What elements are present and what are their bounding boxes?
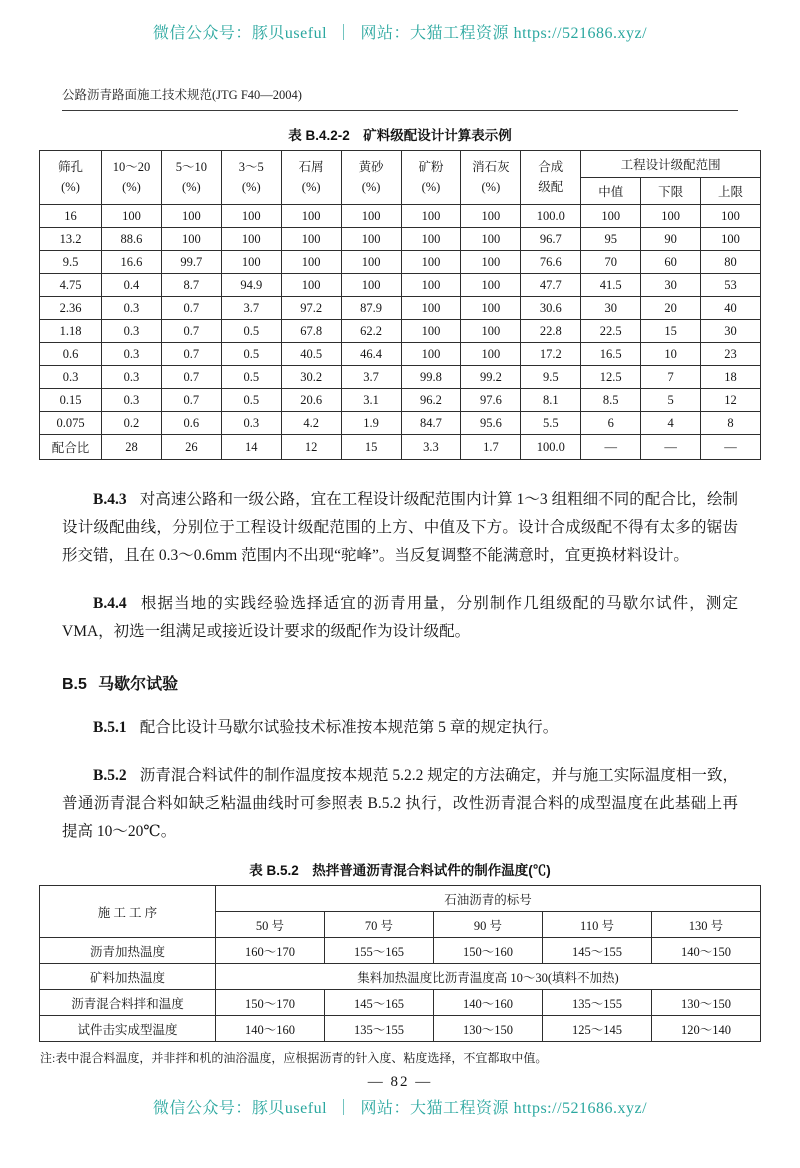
table-cell: 84.7 bbox=[401, 412, 461, 435]
table-cell: 15 bbox=[341, 435, 401, 460]
table-cell: 100 bbox=[341, 205, 401, 228]
column-header-design-range: 工程设计级配范围 bbox=[581, 151, 761, 178]
table-cell: 13.2 bbox=[40, 228, 102, 251]
column-header-mineral-powder bbox=[401, 151, 461, 205]
table-cell: 30 bbox=[701, 320, 761, 343]
column-header-label: 3～5 bbox=[238, 160, 264, 175]
table-cell: 配合比 bbox=[40, 435, 102, 460]
table-cell: 0.3 bbox=[102, 389, 162, 412]
table-cell: 0.3 bbox=[102, 366, 162, 389]
clause-text: 根据当地的实践经验选择适宜的沥青用量，分别制作几组级配的马歇尔试件，测定 VMA，初选一组满足或接近设计要求的级配作为设计级配。 bbox=[62, 594, 738, 640]
table-cell: 1.18 bbox=[40, 320, 102, 343]
table-cell: 0.7 bbox=[161, 366, 221, 389]
table-cell: 88.6 bbox=[102, 228, 162, 251]
clause-number: B.4.3 bbox=[93, 491, 127, 508]
column-header-3-5 bbox=[221, 151, 281, 205]
table-cell: 130～150 bbox=[652, 990, 761, 1016]
table-cell: 95.6 bbox=[461, 412, 521, 435]
table-cell: 28 bbox=[102, 435, 162, 460]
table-cell: 100 bbox=[281, 205, 341, 228]
table-cell: 0.7 bbox=[161, 320, 221, 343]
table-row bbox=[40, 412, 761, 435]
table-cell: 试件击实成型温度 bbox=[40, 1016, 216, 1042]
table-cell: 26 bbox=[161, 435, 221, 460]
table-cell: 1.9 bbox=[341, 412, 401, 435]
table-cell: 15 bbox=[641, 320, 701, 343]
column-header-grade-70: 70 号 bbox=[325, 912, 434, 938]
table-cell: 130～150 bbox=[434, 1016, 543, 1042]
column-header-label: 5～10 bbox=[175, 160, 207, 175]
column-header-bitumen-grade-group: 石油沥青的标号 bbox=[216, 886, 761, 912]
table-cell: 0.4 bbox=[102, 274, 162, 297]
table-cell: 100 bbox=[641, 205, 701, 228]
table-cell: 1.7 bbox=[461, 435, 521, 460]
table-cell: 135～155 bbox=[325, 1016, 434, 1042]
section-heading-b5 bbox=[62, 671, 738, 694]
table-cell: — bbox=[641, 435, 701, 460]
table-cell: 96.2 bbox=[401, 389, 461, 412]
column-header-unit: (%) bbox=[181, 179, 201, 194]
table-cell: 125～145 bbox=[543, 1016, 652, 1042]
table-cell: 9.5 bbox=[521, 366, 581, 389]
table-cell: 4.75 bbox=[40, 274, 102, 297]
table-cell: 100 bbox=[341, 251, 401, 274]
table-row bbox=[40, 938, 761, 964]
table-cell: 0.5 bbox=[221, 389, 281, 412]
table-cell: 100 bbox=[281, 251, 341, 274]
table-cell: 沥青混合料拌和温度 bbox=[40, 990, 216, 1016]
table-cell: 100 bbox=[221, 251, 281, 274]
table-cell: 100 bbox=[281, 228, 341, 251]
watermark-site: 网站：大猫工程资源 bbox=[360, 25, 510, 42]
table-cell: 145～155 bbox=[543, 938, 652, 964]
table-cell: 100 bbox=[461, 274, 521, 297]
table-cell: 0.075 bbox=[40, 412, 102, 435]
table-cell: 0.15 bbox=[40, 389, 102, 412]
table-row bbox=[40, 228, 761, 251]
table-cell: 60 bbox=[641, 251, 701, 274]
table-cell: 96.7 bbox=[521, 228, 581, 251]
table-cell: 100 bbox=[461, 297, 521, 320]
table-cell: 100 bbox=[221, 205, 281, 228]
column-header-sieve bbox=[40, 151, 102, 205]
section-title: 马歇尔试验 bbox=[98, 676, 179, 694]
table-cell: 145～165 bbox=[325, 990, 434, 1016]
table1-caption: 表 B.4.2-2 矿料级配设计计算表示例 bbox=[288, 128, 512, 143]
table-cell: 14 bbox=[221, 435, 281, 460]
table-cell: 47.7 bbox=[521, 274, 581, 297]
table-cell: 8.7 bbox=[161, 274, 221, 297]
column-header-lower-limit: 下限 bbox=[641, 178, 701, 205]
table-cell: 41.5 bbox=[581, 274, 641, 297]
watermark-top bbox=[0, 0, 800, 43]
table-cell: 30.2 bbox=[281, 366, 341, 389]
column-header-10-20 bbox=[102, 151, 162, 205]
table-cell: 62.2 bbox=[341, 320, 401, 343]
table-cell: 0.7 bbox=[161, 297, 221, 320]
table-cell: 12.5 bbox=[581, 366, 641, 389]
table-cell: — bbox=[701, 435, 761, 460]
running-head: 公路沥青路面施工技术规范(JTG F40—2004) bbox=[62, 85, 738, 111]
table-cell: 100 bbox=[281, 274, 341, 297]
table1-body bbox=[40, 205, 761, 460]
table-cell: 0.3 bbox=[102, 320, 162, 343]
table-row bbox=[40, 1016, 761, 1042]
table-cell: 9.5 bbox=[40, 251, 102, 274]
table-cell: 3.1 bbox=[341, 389, 401, 412]
table-cell: 0.7 bbox=[161, 389, 221, 412]
table-cell: 100 bbox=[461, 205, 521, 228]
table-cell: 4 bbox=[641, 412, 701, 435]
table-cell: 30 bbox=[581, 297, 641, 320]
table-cell: 0.5 bbox=[221, 343, 281, 366]
column-header-unit: (%) bbox=[421, 179, 441, 194]
table-cell: 46.4 bbox=[341, 343, 401, 366]
table-cell: 100 bbox=[581, 205, 641, 228]
watermark-account: 微信公众号：豚贝useful bbox=[152, 25, 328, 42]
table-cell: 8.1 bbox=[521, 389, 581, 412]
table-cell: 120～140 bbox=[652, 1016, 761, 1042]
table-cell: 3.7 bbox=[221, 297, 281, 320]
table-cell: 100 bbox=[221, 228, 281, 251]
table2-body bbox=[40, 938, 761, 1042]
table-cell: 100 bbox=[161, 205, 221, 228]
clause-text: 配合比设计马歇尔试验技术标准按本规范第 5 章的规定执行。 bbox=[139, 719, 559, 737]
table-cell: 53 bbox=[701, 274, 761, 297]
table-cell: 16.5 bbox=[581, 343, 641, 366]
table-cell: 95 bbox=[581, 228, 641, 251]
table-cell: 40 bbox=[701, 297, 761, 320]
table-cell: 23 bbox=[701, 343, 761, 366]
table-cell: 8 bbox=[701, 412, 761, 435]
table-cell: 100 bbox=[401, 251, 461, 274]
table-cell: 100 bbox=[341, 228, 401, 251]
table-cell: 2.36 bbox=[40, 297, 102, 320]
table-cell: 100 bbox=[461, 343, 521, 366]
watermark-separator: ｜ bbox=[335, 1100, 353, 1118]
column-header-unit: (%) bbox=[61, 179, 80, 194]
clause-number: B.4.4 bbox=[93, 594, 127, 612]
column-header-5-10 bbox=[161, 151, 221, 205]
table-cell: 80 bbox=[701, 251, 761, 274]
table-row bbox=[40, 990, 761, 1016]
table-row bbox=[40, 274, 761, 297]
column-header-unit: (%) bbox=[301, 179, 321, 194]
clause-text: 沥青混合料试件的制作温度按本规范 5.2.2 规定的方法确定，并与施工实际温度相一致，普通沥青混合料如缺乏粘温曲线时可参照表 B.5.2 执行，改性沥青混合料的成型温度在此基础上再提高 10～20℃。 bbox=[62, 767, 738, 841]
column-header-grade-50: 50 号 bbox=[216, 912, 325, 938]
table-row bbox=[40, 343, 761, 366]
table-cell: 矿料加热温度 bbox=[40, 964, 216, 990]
table-cell: 0.3 bbox=[102, 343, 162, 366]
table-cell: 5.5 bbox=[521, 412, 581, 435]
table-cell: 0.3 bbox=[102, 297, 162, 320]
column-header-label: 筛孔 bbox=[57, 160, 83, 175]
table-row bbox=[40, 389, 761, 412]
column-header-median: 中值 bbox=[581, 178, 641, 205]
table-cell: 100 bbox=[401, 320, 461, 343]
table-cell: 0.6 bbox=[40, 343, 102, 366]
table-cell: 0.2 bbox=[102, 412, 162, 435]
table-cell: 12 bbox=[701, 389, 761, 412]
watermark-link[interactable]: https://521686.xyz/ bbox=[513, 1100, 648, 1118]
table-cell: 150～170 bbox=[216, 990, 325, 1016]
watermark-link[interactable]: https://521686.xyz/ bbox=[513, 25, 648, 42]
table-cell: 100.0 bbox=[521, 205, 581, 228]
table-cell: 6 bbox=[581, 412, 641, 435]
paragraph-b44 bbox=[62, 590, 738, 646]
table-cell: 18 bbox=[701, 366, 761, 389]
table-cell: 155～165 bbox=[325, 938, 434, 964]
column-header-label: 合成 bbox=[538, 160, 564, 175]
table2-caption: 表 B.5.2 热拌普通沥青混合料试件的制作温度(℃) bbox=[249, 863, 551, 879]
table-cell: 160～170 bbox=[216, 938, 325, 964]
table-row bbox=[40, 366, 761, 389]
table-cell: 5 bbox=[641, 389, 701, 412]
table-cell: 150～160 bbox=[434, 938, 543, 964]
table-cell: — bbox=[581, 435, 641, 460]
table-cell: 100 bbox=[701, 228, 761, 251]
paragraph-b52 bbox=[62, 762, 738, 846]
table-cell: 16 bbox=[40, 205, 102, 228]
column-header-unit: 级配 bbox=[538, 179, 564, 194]
table-cell: 140～160 bbox=[434, 990, 543, 1016]
table-cell: 20 bbox=[641, 297, 701, 320]
column-header-label: 石屑 bbox=[298, 160, 324, 175]
table-cell: 16.6 bbox=[102, 251, 162, 274]
table-cell: 76.6 bbox=[521, 251, 581, 274]
watermark-site: 网站：大猫工程资源 bbox=[360, 1100, 510, 1118]
mixing-temperature-table bbox=[39, 885, 761, 1042]
table-cell: 0.3 bbox=[221, 412, 281, 435]
table-cell: 100 bbox=[461, 251, 521, 274]
column-header-unit: (%) bbox=[481, 179, 501, 194]
table-cell: 97.6 bbox=[461, 389, 521, 412]
table-cell: 0.5 bbox=[221, 320, 281, 343]
table-cell: 100 bbox=[401, 297, 461, 320]
table-cell: 0.6 bbox=[161, 412, 221, 435]
table-cell: 100 bbox=[161, 228, 221, 251]
column-header-unit: (%) bbox=[361, 179, 381, 194]
table-cell: 100 bbox=[401, 205, 461, 228]
table-row bbox=[40, 251, 761, 274]
column-header-grade-90: 90 号 bbox=[434, 912, 543, 938]
column-header-unit: (%) bbox=[241, 179, 261, 194]
table-cell: 7 bbox=[641, 366, 701, 389]
table-row bbox=[40, 205, 761, 228]
table-cell: 20.6 bbox=[281, 389, 341, 412]
table-cell: 4.2 bbox=[281, 412, 341, 435]
column-header-label: 消石灰 bbox=[472, 160, 510, 175]
table-cell: 8.5 bbox=[581, 389, 641, 412]
table-cell: 99.2 bbox=[461, 366, 521, 389]
table-cell: 100 bbox=[401, 343, 461, 366]
clause-number: B.5.2 bbox=[93, 767, 127, 785]
paragraph-b51 bbox=[62, 714, 738, 742]
table-cell: 17.2 bbox=[521, 343, 581, 366]
table-cell: 97.2 bbox=[281, 297, 341, 320]
page-number: — 82 — bbox=[367, 1074, 433, 1091]
gradation-design-table bbox=[39, 150, 761, 460]
table-cell: 87.9 bbox=[341, 297, 401, 320]
table-cell: 140～160 bbox=[216, 1016, 325, 1042]
table-cell: 0.7 bbox=[161, 343, 221, 366]
table2-header bbox=[40, 886, 761, 938]
column-header-unit: (%) bbox=[122, 179, 141, 194]
column-header-stone-chips bbox=[281, 151, 341, 205]
table-row bbox=[40, 435, 761, 460]
table-cell: 100 bbox=[461, 228, 521, 251]
watermark-account: 微信公众号：豚贝useful bbox=[152, 1100, 328, 1118]
column-header-hydrated-lime bbox=[461, 151, 521, 205]
table-cell: 135～155 bbox=[543, 990, 652, 1016]
table-cell: 100 bbox=[401, 228, 461, 251]
column-header-label: 10～20 bbox=[112, 160, 151, 175]
table-header-row bbox=[40, 151, 761, 178]
table-header-row bbox=[40, 886, 761, 912]
table-cell: 12 bbox=[281, 435, 341, 460]
table-cell: 30 bbox=[641, 274, 701, 297]
table-cell: 100.0 bbox=[521, 435, 581, 460]
table-cell: 100 bbox=[341, 274, 401, 297]
table-cell: 0.5 bbox=[221, 366, 281, 389]
column-header-yellow-sand bbox=[341, 151, 401, 205]
column-header-procedure: 施 工 工 序 bbox=[40, 886, 216, 938]
table2-note: 注:表中混合料温度，并非拌和机的油浴温度，应根据沥青的针入度、粘度选择，不宜都取中值。 bbox=[40, 1051, 548, 1066]
column-header-upper-limit: 上限 bbox=[701, 178, 761, 205]
clause-text: 对高速公路和一级公路，宜在工程设计级配范围内计算 1～3 组粗细不同的配合比，绘制设计级配曲线，分别位于工程设计级配范围的上方、中值及下方。设计合成级配不得有太多的锯齿形交错，且在 0.3～0.6mm 范围内不出现“驼峰”。当反复调整不能满意时，宜更换材料设计。 bbox=[62, 491, 738, 564]
table-cell: 0.3 bbox=[40, 366, 102, 389]
watermark-bottom bbox=[0, 1095, 800, 1118]
table-cell: 100 bbox=[461, 320, 521, 343]
column-header-grade-110: 110 号 bbox=[543, 912, 652, 938]
table-cell: 集料加热温度比沥青温度高 10～30(填料不加热) bbox=[216, 964, 761, 990]
paragraph-b43 bbox=[62, 486, 738, 570]
table-cell: 90 bbox=[641, 228, 701, 251]
table-cell: 沥青加热温度 bbox=[40, 938, 216, 964]
table-cell: 10 bbox=[641, 343, 701, 366]
table-cell: 3.7 bbox=[341, 366, 401, 389]
table-row bbox=[40, 964, 761, 990]
table-cell: 22.5 bbox=[581, 320, 641, 343]
column-header-label: 黄砂 bbox=[358, 160, 384, 175]
table-cell: 100 bbox=[701, 205, 761, 228]
table-cell: 99.7 bbox=[161, 251, 221, 274]
table-row bbox=[40, 297, 761, 320]
table-cell: 70 bbox=[581, 251, 641, 274]
column-header-composite-gradation bbox=[521, 151, 581, 205]
table-cell: 40.5 bbox=[281, 343, 341, 366]
table-cell: 100 bbox=[102, 205, 162, 228]
table-cell: 67.8 bbox=[281, 320, 341, 343]
column-header-label: 矿粉 bbox=[418, 160, 444, 175]
table-cell: 22.8 bbox=[521, 320, 581, 343]
table-cell: 99.8 bbox=[401, 366, 461, 389]
table-cell: 30.6 bbox=[521, 297, 581, 320]
column-header-grade-130: 130 号 bbox=[652, 912, 761, 938]
watermark-separator: ｜ bbox=[335, 25, 353, 42]
clause-number: B.5.1 bbox=[93, 719, 127, 737]
table-cell: 94.9 bbox=[221, 274, 281, 297]
table1-header bbox=[40, 151, 761, 205]
table-row bbox=[40, 320, 761, 343]
table-cell: 100 bbox=[401, 274, 461, 297]
table-cell: 140～150 bbox=[652, 938, 761, 964]
table-cell: 3.3 bbox=[401, 435, 461, 460]
clause-number: B.5 bbox=[62, 676, 87, 694]
